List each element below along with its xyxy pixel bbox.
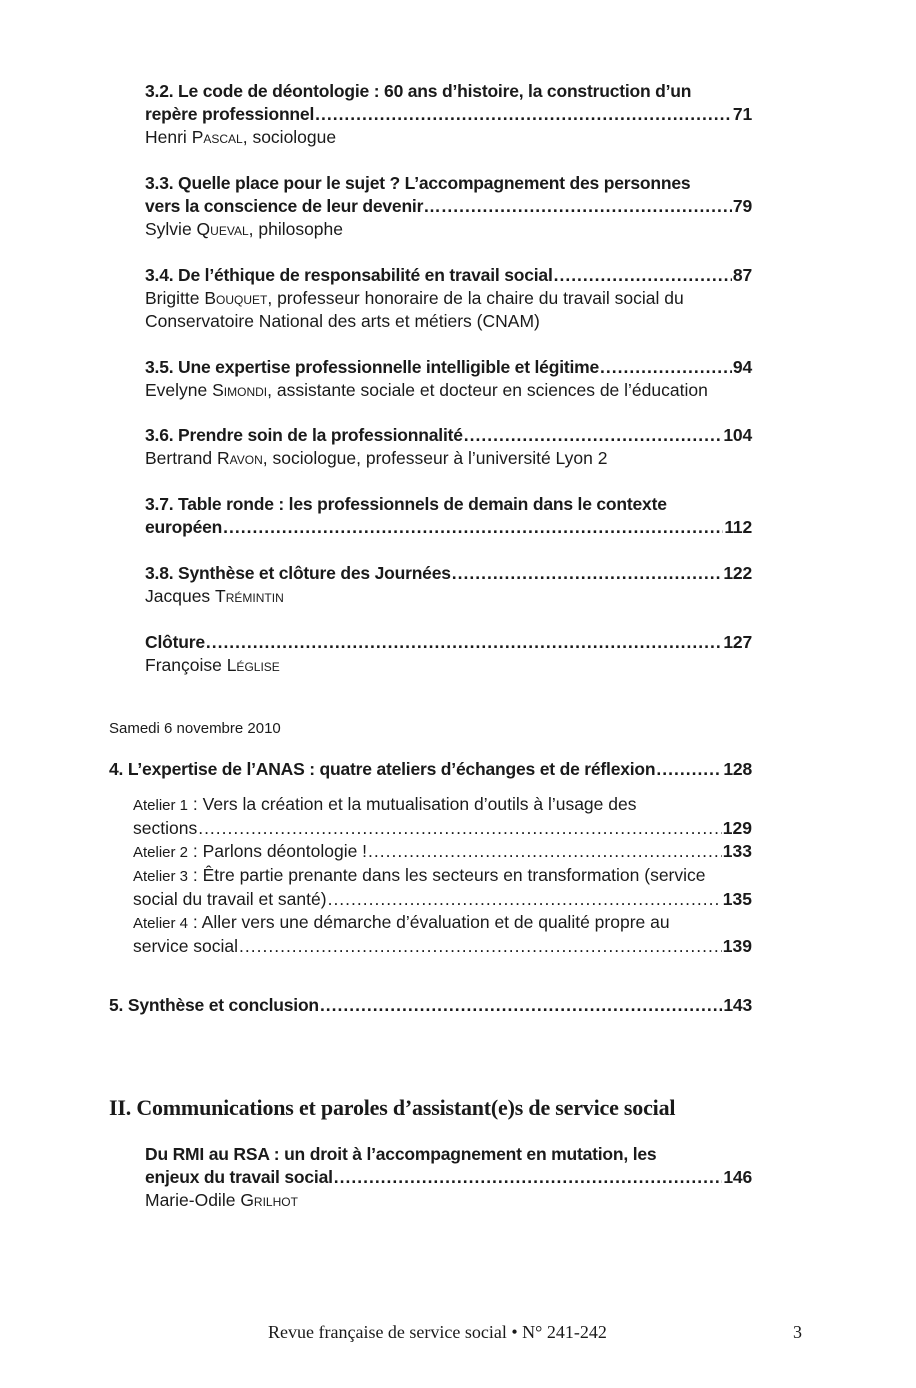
dot-leader [239,935,722,958]
toc-entry-3-6[interactable] [145,424,752,470]
atelier-3[interactable]: Atelier 3 : Être partie prenante dans les secteurs en transformation (service social du travail et santé) ..... 135 [133,864,752,911]
entry-title-last-line: 3.8. Synthèse et clôture des Journées ..... 122 [145,562,752,585]
date-label: Samedi 6 novembre 2010 [109,720,281,737]
entry-title-line: 3.7. Table ronde : les professionnels de demain dans le contexte [145,494,667,514]
dot-leader [334,1166,723,1189]
toc-entry-rmi-rsa[interactable] [145,1143,752,1212]
entry-title-last-line: Clôture ..... 127 [145,631,752,654]
page-number: 104 [723,425,752,445]
toc-entry-3-8[interactable] [145,562,752,608]
dot-leader [600,356,732,379]
page-number: 127 [723,632,752,652]
entry-author: Françoise Léglise [145,655,280,675]
page-number: 133 [722,841,752,861]
page-number: 122 [723,563,752,583]
page-number: 87 [732,265,752,285]
dot-leader [368,840,722,863]
dot-leader [198,817,722,840]
entry-title-last-line: 4. L’expertise de l’ANAS : quatre ateliers d’échanges et de réflexion ..... 128 [109,758,752,781]
entry-title-last-line: 3.4. De l’éthique de responsabilité en travail social ..... 87 [145,264,752,287]
toc-entry-3-4[interactable] [145,264,752,333]
dot-leader [328,888,722,911]
dot-leader [464,424,723,447]
toc-entry-section-5[interactable] [109,994,752,1017]
entry-title-line: Du RMI au RSA : un droit à l’accompagnement en mutation, les [145,1144,657,1164]
page-number: 139 [722,936,752,956]
entry-author: Henri Pascal, sociologue [145,127,337,147]
toc-entry-3-5[interactable] [145,356,752,402]
page-number: 129 [722,818,752,838]
page-number: 112 [724,517,752,537]
dot-leader [206,631,723,654]
page-number: 94 [732,357,752,377]
entry-author: Marie-Odile Grilhot [145,1190,298,1210]
atelier-2[interactable]: Atelier 2 : Parlons déontologie ! ..... 133 [133,840,752,864]
entry-title-last-line: enjeux du travail social ..... 146 [145,1166,752,1189]
toc-entry-cloture[interactable] [145,631,752,677]
entry-title-line: 3.2. Le code de déontologie : 60 ans d’histoire, la construction d’un [145,81,692,101]
entry-title-line: 3.3. Quelle place pour le sujet ? L’accompagnement des personnes [145,173,691,193]
dot-leader [223,516,723,539]
entry-author: Bertrand Ravon, sociologue, professeur à l’université Lyon 2 [145,448,608,468]
entry-author: Evelyne Simondi, assistante sociale et docteur en sciences de l’éducation [145,380,708,400]
dot-leader [315,103,732,126]
dot-leader [554,264,732,287]
dot-leader [442,195,732,218]
toc-entry-3-2[interactable] [145,80,752,149]
part-ii-heading: II. Communications et paroles d’assistant(e)s de service social [109,1095,676,1120]
entry-title-last-line: européen ..... 112 [145,516,752,539]
entry-title-last-line: vers la conscience de leur devenir… ..... 79 [145,195,752,218]
entry-author-continued: Conservatoire National des arts et métiers (CNAM) [145,311,540,331]
toc-entry-3-7[interactable] [145,493,752,539]
dot-leader [656,758,722,781]
page-number: 71 [732,104,752,124]
footer-page-number: 3 [793,1322,802,1342]
atelier-list [133,793,752,958]
entry-title-last-line: repère professionnel ..... 71 [145,103,752,126]
entry-title-last-line: 3.6. Prendre soin de la professionnalité ..... 104 [145,424,752,447]
entry-title-last-line: 3.5. Une expertise professionnelle intelligible et légitime ..... 94 [145,356,752,379]
atelier-4[interactable]: Atelier 4 : Aller vers une démarche d’évaluation et de qualité propre au service social ..... 139 [133,911,752,958]
page-number: 143 [723,995,752,1015]
dot-leader [452,562,723,585]
entry-author: Brigitte Bouquet, professeur honoraire de la chaire du travail social du [145,288,684,308]
entry-author: Jacques Trémintin [145,586,284,606]
toc-entry-3-3[interactable] [145,172,752,241]
toc-entry-section-4[interactable] [109,758,752,781]
page-number: 79 [732,196,752,216]
page-number: 135 [722,889,752,909]
dot-leader [320,994,722,1017]
entry-author: Sylvie Queval, philosophe [145,219,344,239]
entry-title-last-line: 5. Synthèse et conclusion ..... 143 [109,994,752,1017]
atelier-1[interactable]: Atelier 1 : Vers la création et la mutualisation d’outils à l’usage des sections ..... 129 [133,793,752,840]
page-number: 146 [723,1167,752,1187]
page-number: 128 [723,759,752,779]
footer-journal-title: Revue française de service social • N° 241-242 [268,1322,607,1342]
